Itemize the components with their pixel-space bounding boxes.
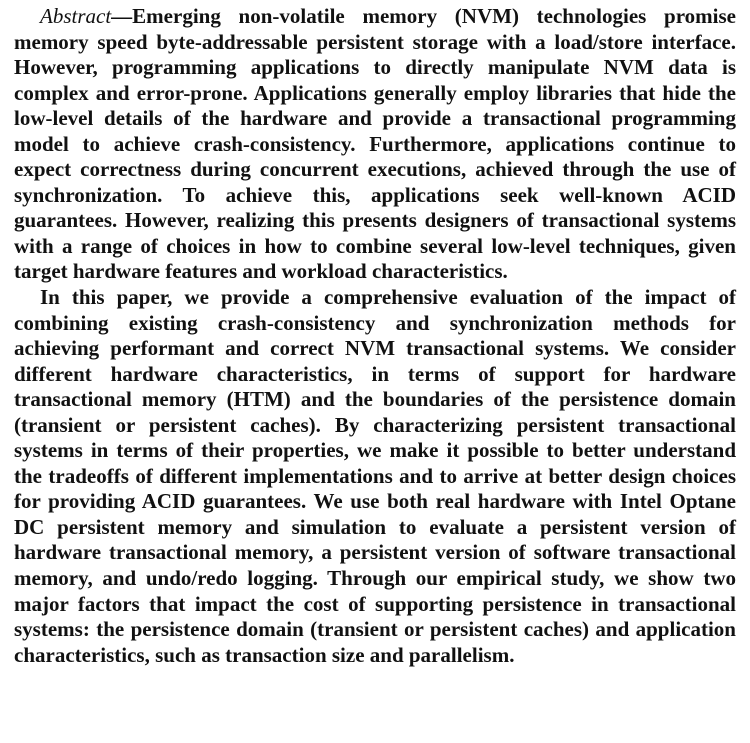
abstract-section xyxy=(14,4,736,668)
abstract-paragraph-1 xyxy=(14,4,736,285)
abstract-label: Abstract xyxy=(40,4,112,28)
abstract-paragraph-2 xyxy=(14,285,736,668)
abstract-text-1: Emerging non-volatile memory (NVM) technologies promise memory speed byte-addressable persistent storage with a load/store interface. However, programming applications to directly manipulate NVM data is complex and error-prone. Applications generally employ libraries that hide the low-level details of the hardware and provide a transactional programming model to achieve crash-consistency. Furthermore, applications continue to expect correctness during concurrent executions, achieved through the use of synchronization. To achieve this, applications seek well-known ACID guarantees. However, realizing this presents designers of transactional systems with a range of choices in how to combine several low-level techniques, given target hardware features and workload characteristics. xyxy=(14,4,736,284)
abstract-dash: — xyxy=(111,4,133,28)
abstract-text-2: In this paper, we provide a comprehensive evaluation of the impact of combining existing crash-consistency and synchronization methods for achieving performant and correct NVM transactional systems. We consider different hardware characteristics, in terms of support for hardware transactional memory (HTM) and the boundaries of the persistence domain (transient or persistent caches). By characterizing persistent transactional systems in terms of their properties, we make it possible to better understand the tradeoffs of different implementations and to arrive at better design choices for providing ACID guarantees. We use both real hardware with Intel Optane DC persistent memory and simulation to evaluate a persistent version of hardware transactional memory, a persistent version of software transactional memory, and undo/redo logging. Through our empirical study, we show two major factors that impact the cost of supporting persistence in transactional systems: the persistence domain (transient or persistent caches) and application characteristics, such as transaction size and parallelism. xyxy=(14,285,736,667)
